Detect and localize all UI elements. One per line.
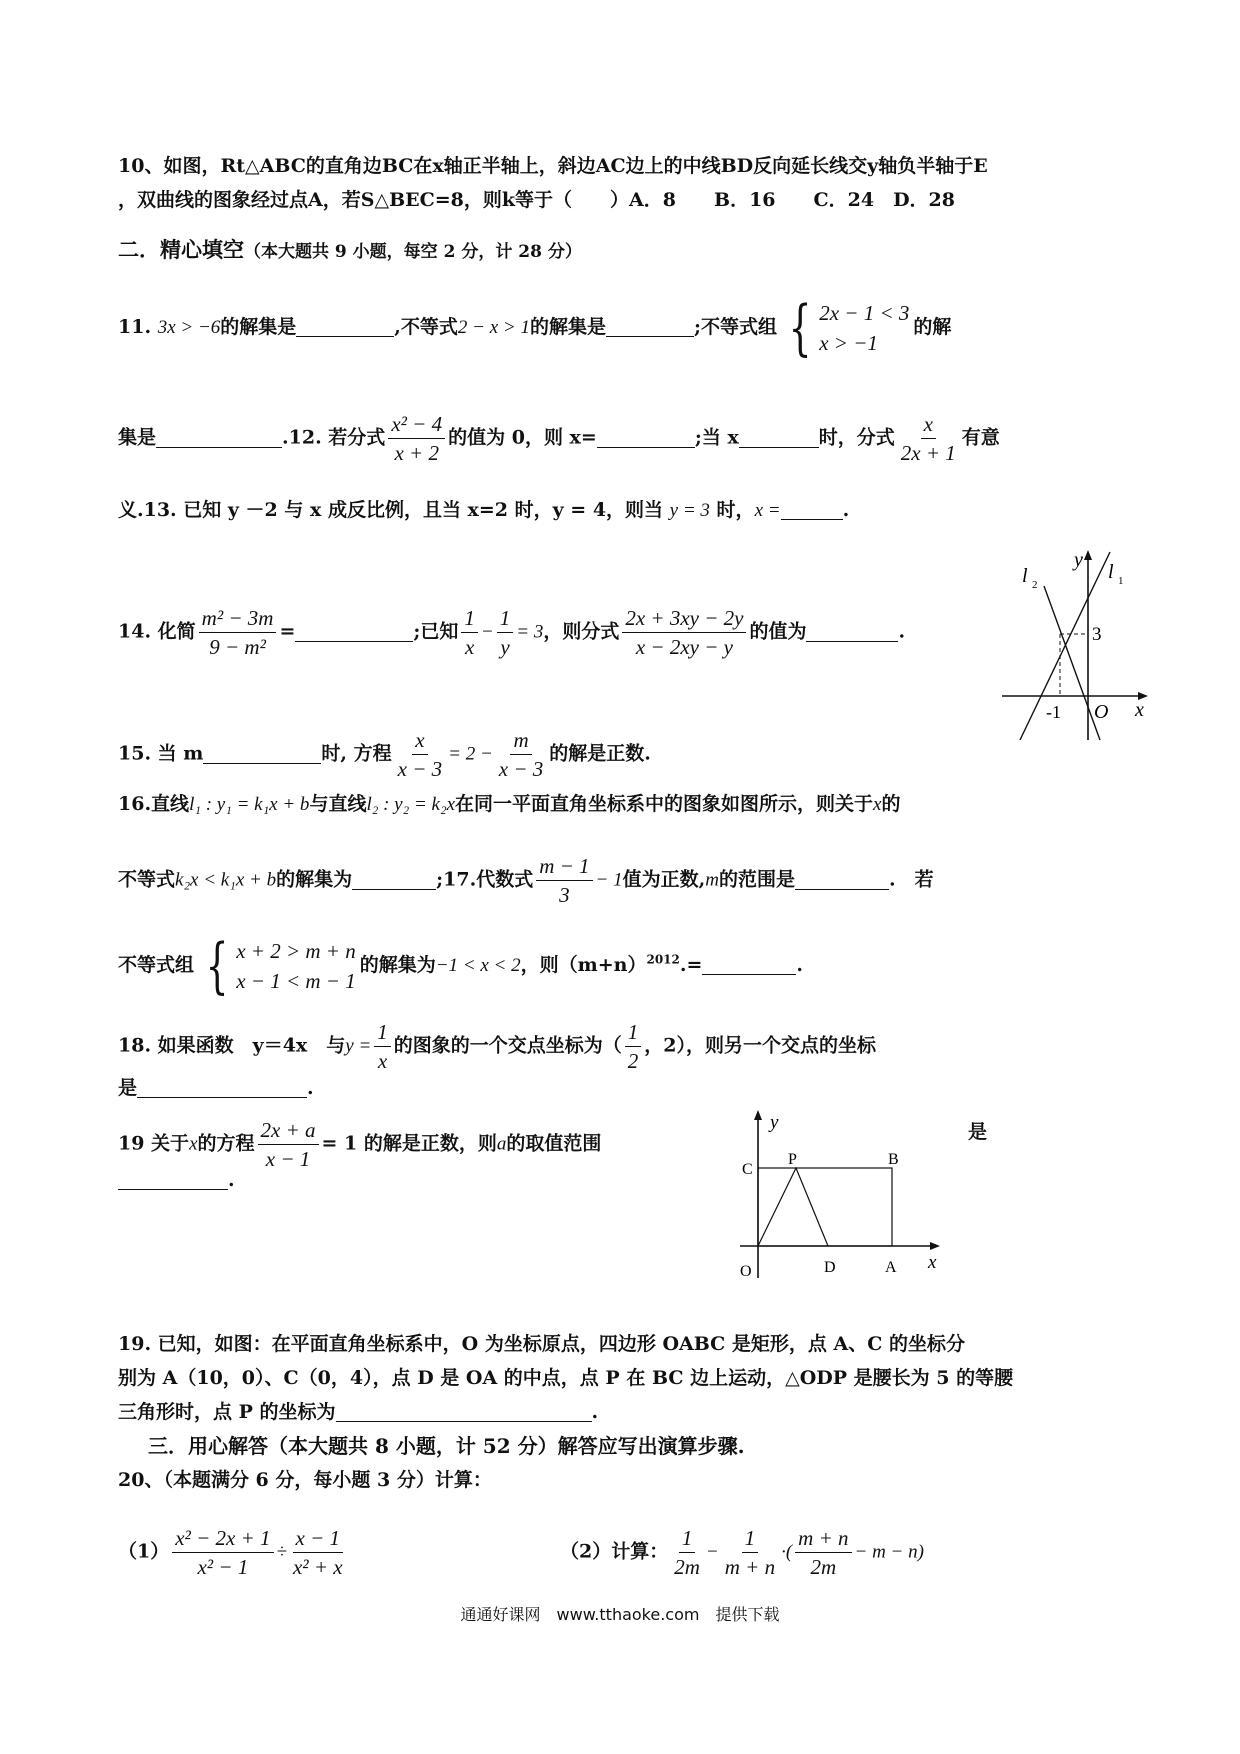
q14-fraction-1 [199, 606, 277, 659]
q20-g1-denominator: 2m [674, 1555, 700, 1579]
q18-math-1: y = [345, 1035, 372, 1057]
question-10-line-1: 10、如图，Rt△ABC的直角边BC在x轴正半轴上，斜边AC边上的中线BD反向延长线交y轴负半轴于E [118, 155, 988, 177]
q16-math-1: l₁ : y₁ = k₁x + b [189, 794, 310, 815]
q11-text-4: ;不等式组 [694, 316, 778, 338]
q19b-text-3a: 三角形时，点 P 的坐标为 [118, 1401, 336, 1423]
q20-fraction-2 [290, 1526, 346, 1579]
q20-divide: ÷ [276, 1541, 287, 1563]
section-3-heading: 三．用心解答（本大题共 8 小题，计 52 分）解答应写出演算步骤. [148, 1434, 745, 1458]
q15-fraction-2 [496, 728, 547, 781]
q20-g2-denominator: m + n [724, 1555, 776, 1579]
q17-blank-1[interactable] [795, 867, 889, 890]
q11-system-row-1: 2x − 1 < 3 [819, 301, 910, 325]
q20-f1-numerator: x² − 2x + 1 [172, 1526, 273, 1553]
q16-text-4: 的 [881, 793, 901, 815]
q19a-math-1: x [189, 1133, 198, 1155]
q18-fraction-2 [625, 1020, 642, 1073]
q11-inequality-system [781, 293, 910, 363]
q14-fracc-denominator: x − 2xy − y [635, 635, 733, 659]
q14-frac1-denominator: 9 − m² [209, 635, 266, 659]
q17-text-6: . 若 [889, 868, 934, 891]
q18-text-2: 的图象的一个交点坐标为（ [393, 1034, 622, 1057]
q15-frac2-denominator: x − 3 [498, 757, 544, 781]
graph2-point-C: C [742, 1161, 753, 1178]
q11-blank-1[interactable] [296, 314, 394, 337]
q17b-text-5: . [796, 954, 804, 976]
question-12 [118, 412, 1138, 465]
q15-frac1-numerator: x [412, 728, 427, 755]
q20-f1-denominator: x² − 1 [197, 1555, 249, 1579]
graph1-tick-3: 3 [1092, 624, 1102, 645]
q17b-text-2: 的解集为 [359, 954, 436, 976]
q14-fracb-numerator: 1 [497, 606, 514, 633]
q12-fraction-2 [898, 412, 959, 465]
q12-text-4: ;当 x [694, 426, 739, 449]
q14-fraca-denominator: x [465, 635, 475, 659]
q20-part1-label: （1） [118, 1540, 170, 1563]
q13-blank[interactable] [781, 497, 843, 520]
q12-frac2-denominator: 2x + 1 [900, 441, 956, 465]
q19b-text-3b: . [591, 1401, 599, 1423]
q15-frac1-denominator: x − 3 [397, 757, 443, 781]
question-19b-line-1: 19. 已知，如图：在平面直角坐标系中，O 为坐标原点，四边形 OABC 是矩形，点 A、C 的坐标分 [118, 1333, 965, 1355]
q11-number: 11. [118, 316, 152, 338]
q12-text-2: .12. 若分式 [282, 426, 386, 449]
q14-text-5: 的值为 [749, 620, 807, 643]
question-19a-line-2 [118, 1166, 1138, 1194]
q12-text-5: 时，分式 [818, 426, 895, 449]
q11-blank-3[interactable] [156, 425, 282, 448]
q12-text-1: 集是 [118, 426, 157, 449]
graph2-point-P: P [788, 1151, 797, 1168]
graph1-y-arrow [1084, 550, 1092, 560]
graph1-l1-sub: 1 [1118, 575, 1124, 587]
q14-text-4: ，则分式 [543, 620, 620, 643]
q20-g3-denominator: 2m [810, 1555, 837, 1579]
graph2-x-arrow [930, 1242, 940, 1250]
q18-text-5: . [307, 1077, 314, 1099]
q19a-text-4: 的取值范围 [506, 1132, 602, 1155]
q14-fraction-b [497, 606, 514, 659]
q11-inequality-1: 3x > −6 [157, 317, 221, 338]
question-20-heading: 20、（本题满分 6 分，每小题 3 分）计算： [118, 1469, 492, 1491]
q11-text-3: 的解集是 [529, 316, 606, 338]
q19-rectangle-graph [728, 1108, 960, 1280]
q12-blank-2[interactable] [739, 425, 819, 448]
q12-frac1-denominator: x + 2 [394, 441, 439, 465]
q20-minus: − [705, 1541, 719, 1563]
q14-text-3: ;已知 [413, 620, 459, 643]
q16-text-1: 16.直线 [118, 793, 190, 815]
q14-fracc-numerator: 2x + 3xy − 2y [622, 606, 746, 633]
q17b-text-3: ，则（m+n） [520, 954, 647, 976]
question-17-part-b [118, 931, 1138, 1001]
q14-text-2: = [279, 620, 296, 643]
q20-part2-label: （2）计算： [560, 1540, 669, 1563]
q13-math-2: x = [754, 500, 781, 521]
q17-text-5: 的范围是 [718, 868, 795, 891]
q20-g3-numerator: m + n [795, 1526, 851, 1553]
q19a-text-2: 的方程 [197, 1132, 255, 1155]
q12-text-6: 有意 [961, 426, 1000, 449]
question-13 [118, 496, 1138, 525]
q14-fraca-numerator: 1 [461, 606, 478, 633]
q18-frac1-numerator: 1 [374, 1020, 391, 1047]
q17-numerator: m − 1 [536, 854, 592, 881]
q13-text-2: 时， [709, 499, 755, 521]
q20-dot: ·( [781, 1541, 793, 1563]
q20-g2-numerator: 1 [742, 1526, 759, 1553]
q14-blank-2[interactable] [806, 619, 898, 642]
q17b-row-1: x + 2 > m + n [236, 939, 356, 963]
graph2-triangle-ODP [758, 1168, 828, 1246]
question-11 [118, 293, 1138, 363]
q18-frac1-denominator: x [377, 1049, 388, 1073]
graph2-rectangle-OABC [758, 1168, 892, 1246]
q19b-blank[interactable] [336, 1399, 592, 1422]
question-19a-end: 是 [968, 1121, 988, 1143]
q20-tail: − m − n) [854, 1541, 924, 1563]
graph2-y-label: y [770, 1112, 779, 1133]
question-19b-line-3 [118, 1398, 1138, 1426]
q17-blank-2[interactable] [702, 952, 796, 975]
q19a-math-2: a [496, 1133, 507, 1155]
q17-text-1: 不等式 [118, 868, 176, 891]
q20-g-fraction-2 [722, 1526, 778, 1579]
q17b-math-1: −1 < x < 2 [435, 955, 521, 976]
q17-text-3: ;17.代数式 [436, 868, 534, 891]
section-2-note: （本大题共 9 小题，每空 2 分，计 28 分） [244, 242, 582, 262]
q17b-exponent: 2012 [646, 952, 680, 967]
q20-f2-denominator: x² + x [292, 1555, 343, 1579]
q19a-text-1: 19 关于 [118, 1132, 190, 1155]
section-2-heading [118, 236, 1138, 266]
q19a-denominator: x − 1 [265, 1147, 311, 1171]
q11-text-2: ,不等式 [394, 316, 458, 338]
q18-fraction-1 [374, 1020, 391, 1073]
graph1-tick-minus1: -1 [1046, 702, 1061, 722]
q18-frac2-denominator: 2 [627, 1049, 639, 1073]
q15-text-1: 15. 当 m [118, 742, 204, 765]
graph2-point-A: A [885, 1259, 897, 1276]
graph1-l2-label: l [1022, 565, 1028, 587]
question-18 [118, 1020, 1138, 1073]
q20-g1-numerator: 1 [679, 1526, 696, 1553]
q18-text-3: ，2），则另一个交点的坐标 [644, 1034, 877, 1057]
q14-text-1: 14. 化简 [118, 620, 196, 643]
q17b-brace: { [205, 931, 229, 1001]
q17b-inequality-system [198, 931, 356, 1001]
q11-blank-2[interactable] [606, 314, 694, 337]
graph2-point-B: B [888, 1151, 899, 1168]
q20-g-fraction-1 [671, 1526, 703, 1579]
q18-text-1: 18. 如果函数 y＝4x 与 [118, 1034, 346, 1057]
q17-denominator: 3 [559, 883, 570, 907]
q17b-row-2: x − 1 < m − 1 [236, 969, 356, 993]
q18-text-4: 是 [118, 1077, 138, 1099]
q20-f2-numerator: x − 1 [293, 1526, 344, 1553]
q14-fracb-denominator: y [500, 635, 510, 659]
q12-fraction-1 [388, 412, 445, 465]
q17-text-2: 的解集为 [276, 868, 353, 891]
q14-fraction-a [461, 606, 478, 659]
graph2-point-D: D [824, 1259, 836, 1276]
q11-brace: { [788, 293, 812, 363]
question-16 [118, 790, 1138, 819]
question-10-line-2: ，双曲线的图象经过点A，若S△BEC=8，则k等于（ ）A．8 B．16 C．24 D．28 [118, 189, 955, 211]
q17-math-2: − 1 [595, 869, 623, 891]
q12-blank-1[interactable] [597, 425, 695, 448]
q20-g-fraction-3 [795, 1526, 851, 1579]
q19a-blank[interactable] [118, 1167, 228, 1190]
question-18-line-2 [118, 1074, 1138, 1102]
q16-text-2: 与直线 [309, 793, 367, 815]
question-15 [118, 728, 1138, 781]
q14-frac1-numerator: m² − 3m [199, 606, 277, 633]
q13-math-1: y = 3 [669, 500, 710, 521]
graph1-y-label: y [1074, 549, 1083, 571]
q17-text-4: 值为正数, [622, 868, 706, 891]
q18-frac2-numerator: 1 [625, 1020, 642, 1047]
question-17 [118, 854, 1138, 907]
question-14: 14. 化简 $\frac{\text{m² − 3m}}{\text{9 − m²}}$ = ;已知 $\frac{1}{x}$ − $\frac{1}{y}$ = 3，则分式 $\frac{2x + 3xy - 2y}{x - 2xy - y}$ 的值为 . [118, 606, 906, 659]
q15-blank[interactable] [203, 741, 321, 764]
graph2-y-arrow [754, 1110, 762, 1120]
q12-frac1-numerator: x² − 4 [388, 412, 445, 439]
q16-line-graph [1000, 546, 1150, 742]
graph1-l2-sub: 2 [1032, 579, 1038, 591]
q11-inequality-2: 2 − x > 1 [457, 317, 530, 338]
q15-text-3: 的解是正数. [549, 742, 651, 765]
q19a-text-3: = 1 的解是正数，则 [321, 1132, 497, 1155]
q11-text-5: 的解 [913, 316, 952, 338]
q11-system-row-2: x > −1 [819, 331, 878, 355]
graph1-x-label: x [1135, 699, 1144, 721]
q14-equals: = 3 [516, 621, 544, 643]
q17-math-1: k₂x < k₁x + b [175, 869, 277, 891]
q20-fraction-1 [172, 1526, 273, 1579]
graph1-origin-label: O [1094, 701, 1109, 723]
question-19b-line-2: 别为 A（10，0）、C（0，4），点 D 是 OA 的中点，点 P 在 BC 边上运动，△ODP 是腰长为 5 的等腰 [118, 1367, 1014, 1389]
q12-text-3: 的值为 0，则 x= [448, 426, 597, 449]
q14-fraction-c [622, 606, 746, 659]
question-20-part-2 [560, 1526, 1060, 1579]
q11-text-1: 的解集是 [220, 316, 297, 338]
section-2-title: 二．精心填空 [118, 237, 244, 262]
q16-math-2: l₂ : y₂ = k₂x [366, 794, 455, 815]
q12-frac2-numerator: x [921, 412, 936, 439]
q14-text-6: . [898, 620, 906, 643]
q17b-text-4: .= [679, 954, 703, 976]
q15-text-2: 时, 方程 [321, 742, 392, 765]
q16-math-3: x [873, 794, 882, 815]
q19a-text-6: . [228, 1169, 235, 1191]
q15-mid: = 2 − [448, 743, 493, 765]
q19a-fraction [258, 1118, 319, 1171]
q13-text-1: 义.13. 已知 y －2 与 x 成反比例，且当 x=2 时，y = 4，则当 [118, 499, 670, 521]
graph2-point-O: O [740, 1263, 752, 1280]
q15-fraction-1 [395, 728, 446, 781]
graph1-l1-label: l [1108, 561, 1114, 583]
q13-text-3: . [842, 499, 850, 521]
q15-frac2-numerator: m [510, 728, 531, 755]
q17-fraction [536, 854, 592, 907]
q17b-text-1: 不等式组 [118, 954, 195, 976]
q19a-numerator: 2x + a [258, 1118, 319, 1145]
q18-blank[interactable] [137, 1075, 307, 1098]
q16-blank[interactable] [352, 867, 436, 890]
q17-math-3: m [705, 869, 719, 891]
graph2-x-label: x [928, 1252, 937, 1273]
q16-text-3: 在同一平面直角坐标系中的图象如图所示，则关于 [455, 793, 874, 815]
q14-blank-1[interactable] [295, 619, 413, 642]
page-footer: 通通好课网 www.tthaoke.com 提供下载 [460, 1605, 780, 1624]
